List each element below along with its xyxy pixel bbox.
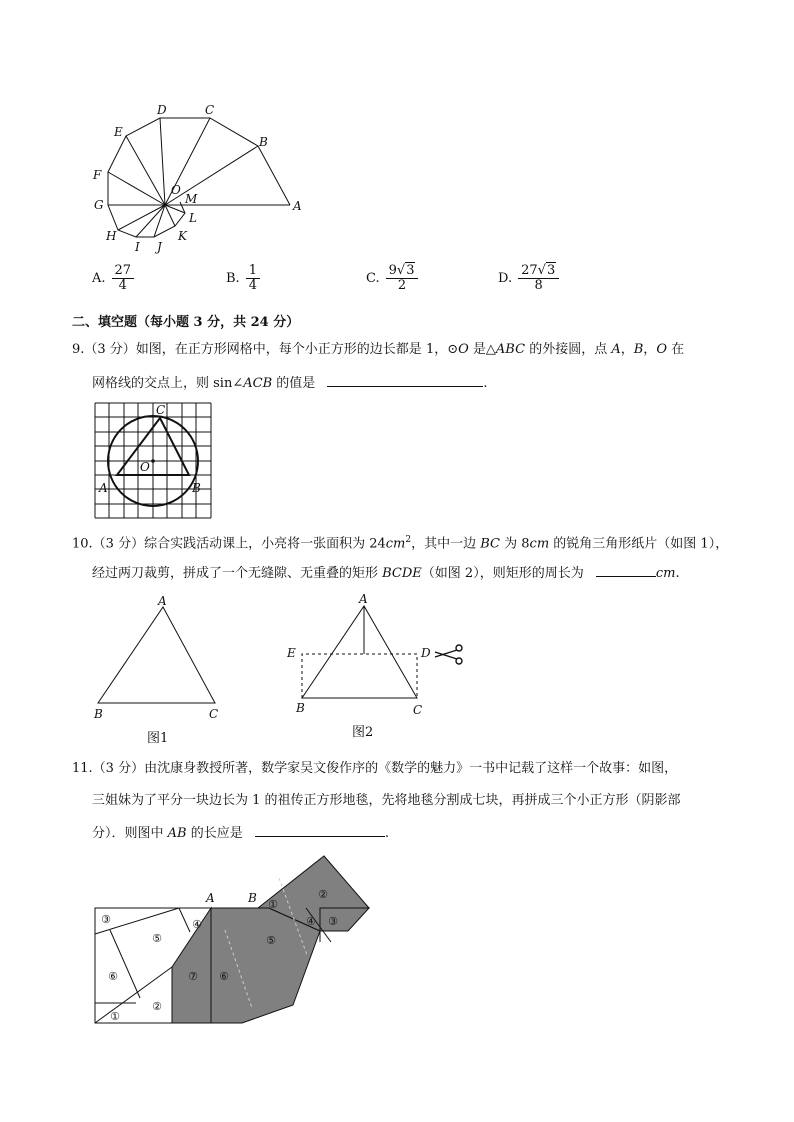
q8-label-A: A [293,199,302,213]
fig2-label-B: B [296,701,305,715]
q11-piece-5-shaded: ⑤ [266,934,276,947]
q8-label-F: F [93,168,102,182]
q8-option-b[interactable]: B. $\frac{1}{4}$ [226,264,260,293]
q11-piece-1-shaded: ① [268,898,278,911]
q11-piece-3-white: ③ [101,913,111,926]
q8-option-a[interactable]: A. $\frac{27}{4}$ [92,264,134,293]
q11-piece-6-shaded: ⑥ [219,970,229,983]
q9-line2: 网格线的交点上，则 sin∠ACB 的值是 . [92,372,488,394]
q9-label-O: O [140,460,150,474]
q11-line1: 11.（3 分）由沈康身教授所著，数学家吴文俊作序的《数学的魅力》一书中记载了这样一个故事：如图， [72,761,678,776]
q11-carpet-figure [90,850,375,1030]
fig2-caption: 图2 [352,725,374,740]
q11-label-A: A [206,891,215,905]
q8-option-d-fraction: $\frac{27√3}{8}$ [518,264,559,293]
q8-option-b-fraction: $\frac{1}{4}$ [246,264,260,293]
fig2-label-E: E [287,646,296,660]
q8-label-M: M [185,192,198,206]
q8-label-C: C [205,103,215,117]
fig2-label-D: D [421,646,431,660]
q8-label-I: I [135,240,140,254]
q8-option-a-fraction: $\frac{27}{4}$ [112,264,135,293]
q9-label-B: B [192,481,201,495]
q8-option-d[interactable]: D. $\frac{27√3}{8}$ [498,264,559,293]
fig1-caption: 图1 [147,731,169,746]
q11-piece-2-white: ② [152,1000,162,1013]
q10-line1: 10.（3 分）综合实践活动课上，小亮将一张面积为 $24cm^2$，其中一边 BC 为 8cm 的锐角三角形纸片（如图 1）， [72,535,729,552]
q8-option-c-fraction: $\frac{9√3}{2}$ [386,264,419,293]
scissors-icon [435,645,462,664]
q10-answer-blank[interactable] [596,562,656,577]
q8-label-B: B [259,135,268,149]
fig2-label-C: C [413,703,423,717]
q8-option-c[interactable]: C. $\frac{9√3}{2}$ [366,264,418,293]
q8-label-E: E [114,125,123,139]
q10-figure1 [88,592,238,747]
fig1-label-B: B [94,707,103,721]
q11-line3: 分）．则图中 AB 的长应是 . [92,822,389,844]
fig2-label-A: A [359,592,368,606]
q8-label-D: D [157,103,167,117]
q8-label-K: K [178,229,187,243]
q11-piece-2-shaded: ② [318,888,328,901]
q9-label-A: A [99,481,108,495]
q8-spiral-figure [80,95,320,260]
q10-line2: 经过两刀裁剪，拼成了一个无缝隙、无重叠的矩形 BCDE（如图 2），则矩形的周长为 cm. [92,562,680,584]
q11-piece-7-shaded: ⑦ [188,970,198,983]
q11-piece-6-white: ⑥ [108,970,118,983]
q9-label-C: C [156,403,166,417]
q11-label-B: B [248,891,257,905]
q8-label-H: H [106,229,117,243]
q9-grid-figure [92,400,216,520]
q11-line2: 三姐妹为了平分一块边长为 1 的祖传正方形地毯，先将地毯分割成七块，再拼成三个小正方形（阴影部 [92,793,681,808]
fig1-label-C: C [209,707,219,721]
q8-label-L: L [189,211,197,225]
fig1-label-A: A [158,594,167,608]
q8-label-G: G [94,198,104,212]
section-title: 二、填空题（每小题 3 分，共 24 分） [72,315,300,330]
q11-piece-3-shaded: ③ [328,915,338,928]
q8-label-O: O [171,183,181,197]
q9-answer-blank[interactable] [327,372,483,387]
q11-piece-4-shaded: ④ [306,915,316,928]
q11-piece-4-white: ④ [192,918,202,931]
q10-figure2 [282,588,472,743]
q11-answer-blank[interactable] [255,822,385,837]
q9-line1: 9.（3 分）如图，在正方形网格中，每个小正方形的边长都是 1，⊙O 是△ABC 的外接圆，点 A，B，O 在 [72,342,685,357]
q8-label-J: J [157,240,162,254]
q11-piece-5-white: ⑤ [152,932,162,945]
q11-piece-1-white: ① [110,1010,120,1023]
